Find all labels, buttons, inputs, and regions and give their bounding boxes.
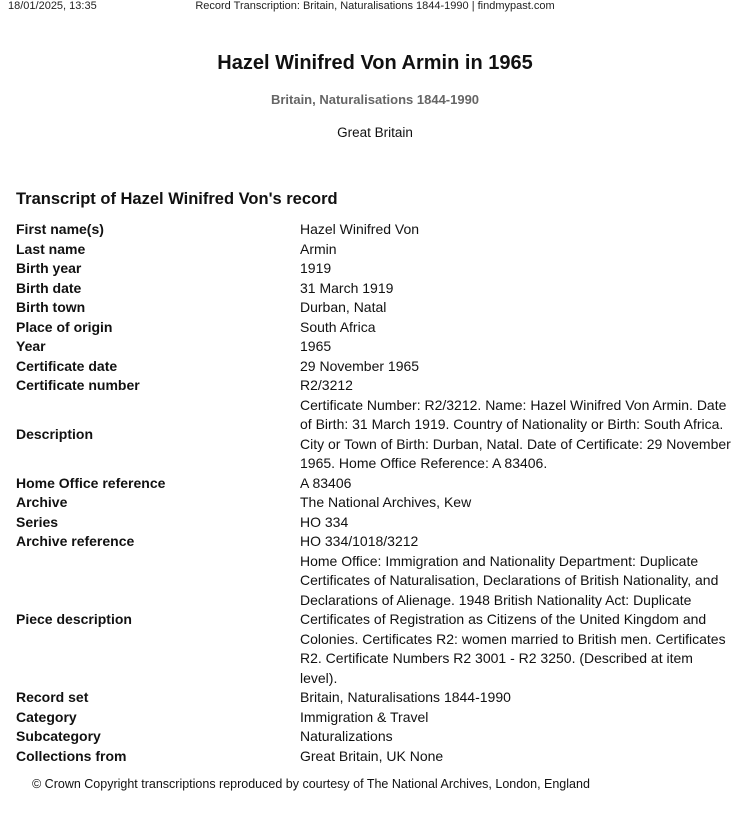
- table-row: [16, 474, 734, 494]
- field-label: Certificate date: [16, 357, 118, 374]
- collection-name: Britain, Naturalisations 1844-1990: [270, 92, 480, 107]
- copyright-notice: © Crown Copyright transcriptions reproduced by courtesy of The National Archives, London, England: [32, 777, 590, 791]
- table-row: [16, 552, 734, 689]
- field-label: Subcategory: [16, 728, 101, 744]
- field-label: Description: [16, 425, 94, 442]
- field-value: A 83406: [300, 474, 352, 491]
- field-value: Britain, Naturalisations 1844-1990: [300, 689, 511, 705]
- field-value: Immigration & Travel: [300, 708, 429, 725]
- record-country: Great Britain: [337, 125, 413, 140]
- field-label: Collections from: [16, 747, 127, 764]
- field-label: Last name: [16, 240, 86, 257]
- table-row: [16, 493, 734, 513]
- field-label: Archive: [16, 494, 68, 510]
- table-row: [16, 376, 734, 396]
- field-label: Record set: [16, 689, 89, 705]
- table-row: [16, 396, 734, 474]
- table-row: [16, 727, 734, 747]
- field-label: Certificate number: [16, 377, 140, 393]
- field-label: Piece description: [16, 611, 132, 627]
- table-row: [16, 688, 734, 708]
- field-label: Place of origin: [16, 318, 113, 335]
- table-row: [16, 220, 734, 240]
- table-row: [16, 747, 734, 767]
- field-label: Series: [16, 513, 59, 530]
- print-page-title: Record Transcription: Britain, Naturalisations 1844-1990 | findmypast.com: [195, 0, 555, 12]
- table-row: [16, 298, 734, 318]
- field-value: Great Britain, UK None: [300, 747, 444, 764]
- field-value: 1965: [300, 338, 332, 354]
- field-value: HO 334: [300, 513, 349, 530]
- transcript-heading: Transcript of Hazel Winifred Von's record: [16, 190, 338, 208]
- field-label: Year: [16, 338, 46, 354]
- field-value: 31 March 1919: [300, 279, 394, 296]
- field-value: Certificate Number: R2/3212. Name: Hazel Winifred Von Armin. Date of Birth: 31 March 1919. Country of Nationality or Birth: South Africa. City or Town of Birth: Durban, Natal. Date of Certificate: 29 November 1965. Home Office Reference: A 83406.: [300, 396, 731, 471]
- field-value: Hazel Winifred Von: [300, 221, 420, 237]
- table-row: [16, 532, 734, 552]
- record-title: Hazel Winifred Von Armin in 1965: [217, 52, 533, 74]
- field-value: Durban, Natal: [300, 299, 387, 315]
- field-value: 29 November 1965: [300, 357, 420, 374]
- field-label: Archive reference: [16, 533, 135, 549]
- table-row: [16, 337, 734, 357]
- field-value: South Africa: [300, 318, 376, 335]
- field-value: R2/3212: [300, 377, 353, 393]
- field-label: First name(s): [16, 221, 104, 237]
- field-label: Birth year: [16, 260, 82, 276]
- field-label: Birth date: [16, 279, 82, 296]
- print-datetime: 18/01/2025, 13:35: [8, 0, 97, 12]
- table-row: [16, 279, 734, 299]
- field-value: Armin: [300, 240, 337, 257]
- field-value: Naturalizations: [300, 728, 393, 744]
- table-row: [16, 240, 734, 260]
- table-row: [16, 357, 734, 377]
- field-value: 1919: [300, 260, 332, 276]
- transcript-table: [16, 220, 734, 766]
- transcript-rows: [16, 220, 734, 766]
- field-value: HO 334/1018/3212: [300, 533, 419, 549]
- field-label: Category: [16, 708, 77, 725]
- table-row: [16, 259, 734, 279]
- field-label: Home Office reference: [16, 474, 166, 491]
- print-header: [0, 0, 750, 14]
- table-row: [16, 708, 734, 728]
- table-row: [16, 318, 734, 338]
- table-row: [16, 513, 734, 533]
- field-label: Birth town: [16, 299, 86, 315]
- field-value: The National Archives, Kew: [300, 494, 472, 510]
- field-value: Home Office: Immigration and Nationality Department: Duplicate Certificates of Naturalisation, Declarations of British Nationality, and Declarations of Alienage. 1948 British Nationality Act: Duplicate Certificates of Registration as Citizens of the United Kingdom and Colonies. Certificates R2: women married to British men. Certificates R2. Certificate Numbers R2 3001 - R2 3250. (Described at item level).: [300, 552, 726, 686]
